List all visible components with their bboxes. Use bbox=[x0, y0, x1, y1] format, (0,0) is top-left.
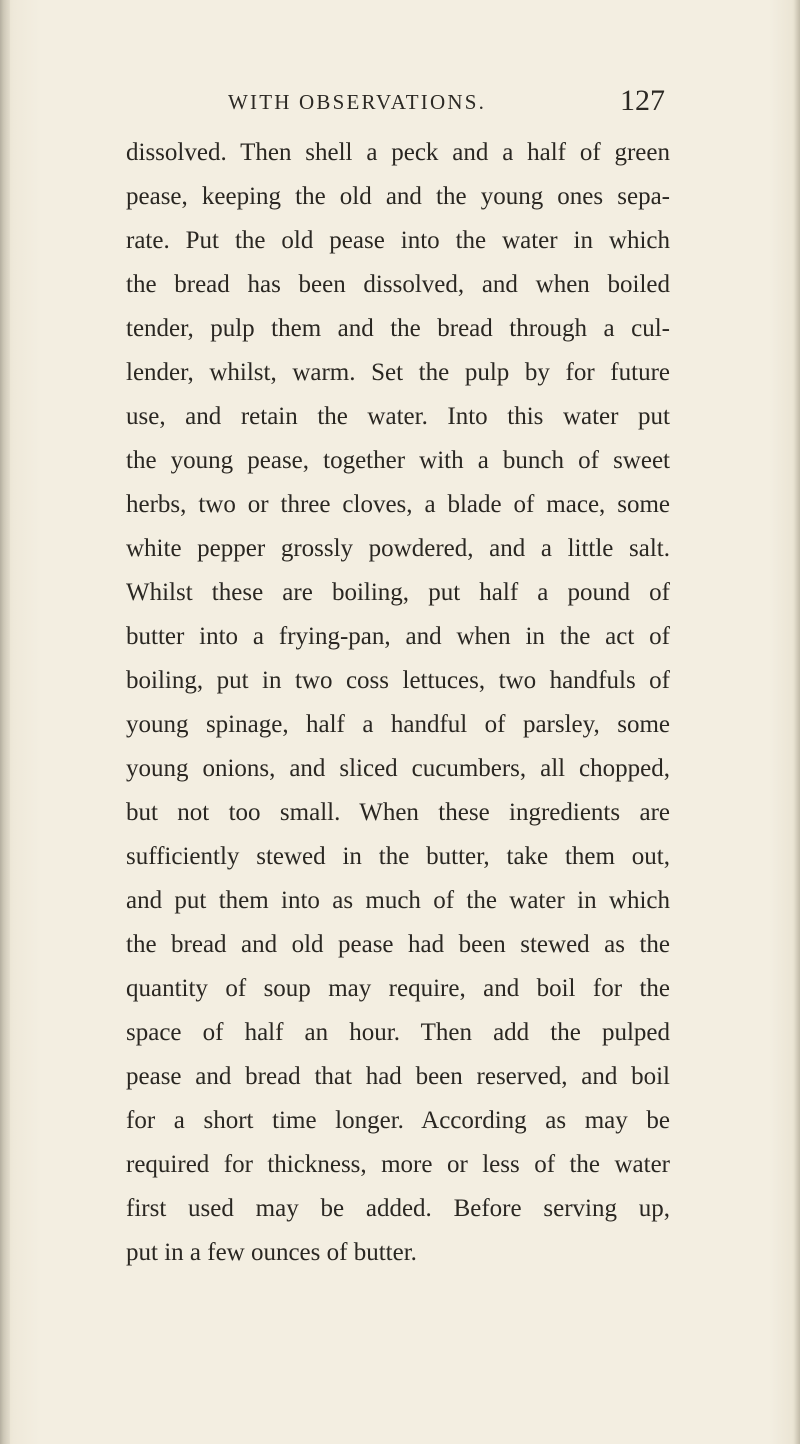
text-line: rate. Put the old pease into the water in which bbox=[126, 227, 670, 254]
text-line: use, and retain the water. Into this water put bbox=[126, 403, 670, 430]
text-line: young spinage, half a handful of parsley, some bbox=[126, 711, 670, 738]
text-line: the bread and old pease had been stewed as the bbox=[126, 931, 670, 958]
page-number: 127 bbox=[620, 84, 665, 117]
text-line: tender, pulp them and the bread through a cul- bbox=[126, 315, 670, 342]
page-edge-shadow bbox=[794, 0, 800, 1444]
text-line: dissolved. Then shell a peck and a half of green bbox=[126, 139, 670, 166]
text-line: herbs, two or three cloves, a blade of mace, some bbox=[126, 491, 670, 518]
text-line: required for thickness, more or less of the water bbox=[126, 1151, 670, 1178]
running-title: WITH OBSERVATIONS. bbox=[228, 90, 487, 114]
text-line: and put them into as much of the water in which bbox=[126, 887, 670, 914]
text-line: young onions, and sliced cucumbers, all chopped, bbox=[126, 755, 670, 782]
text-line: first used may be added. Before serving up, bbox=[126, 1195, 670, 1222]
text-line: sufficiently stewed in the butter, take them out, bbox=[126, 843, 670, 870]
page-binding-shadow bbox=[0, 0, 10, 1444]
text-line: put in a few ounces of butter. bbox=[126, 1239, 417, 1266]
text-line: butter into a frying-pan, and when in the act of bbox=[126, 623, 670, 650]
text-line: the young pease, together with a bunch of sweet bbox=[126, 447, 670, 474]
text-line: but not too small. When these ingredients are bbox=[126, 799, 670, 826]
text-line: the bread has been dissolved, and when boiled bbox=[126, 271, 670, 298]
text-line: Whilst these are boiling, put half a pound of bbox=[126, 579, 670, 606]
text-line: white pepper grossly powdered, and a little salt. bbox=[126, 535, 670, 562]
text-line: lender, whilst, warm. Set the pulp by for future bbox=[126, 359, 670, 386]
text-line: pease, keeping the old and the young ones sepa- bbox=[126, 183, 670, 210]
text-line: space of half an hour. Then add the pulped bbox=[126, 1019, 670, 1046]
text-line: pease and bread that had been reserved, and boil bbox=[126, 1063, 670, 1090]
text-line: for a short time longer. According as may be bbox=[126, 1107, 670, 1134]
text-line: boiling, put in two coss lettuces, two handfuls of bbox=[126, 667, 670, 694]
running-header bbox=[0, 84, 800, 124]
text-line: quantity of soup may require, and boil for the bbox=[126, 975, 670, 1002]
